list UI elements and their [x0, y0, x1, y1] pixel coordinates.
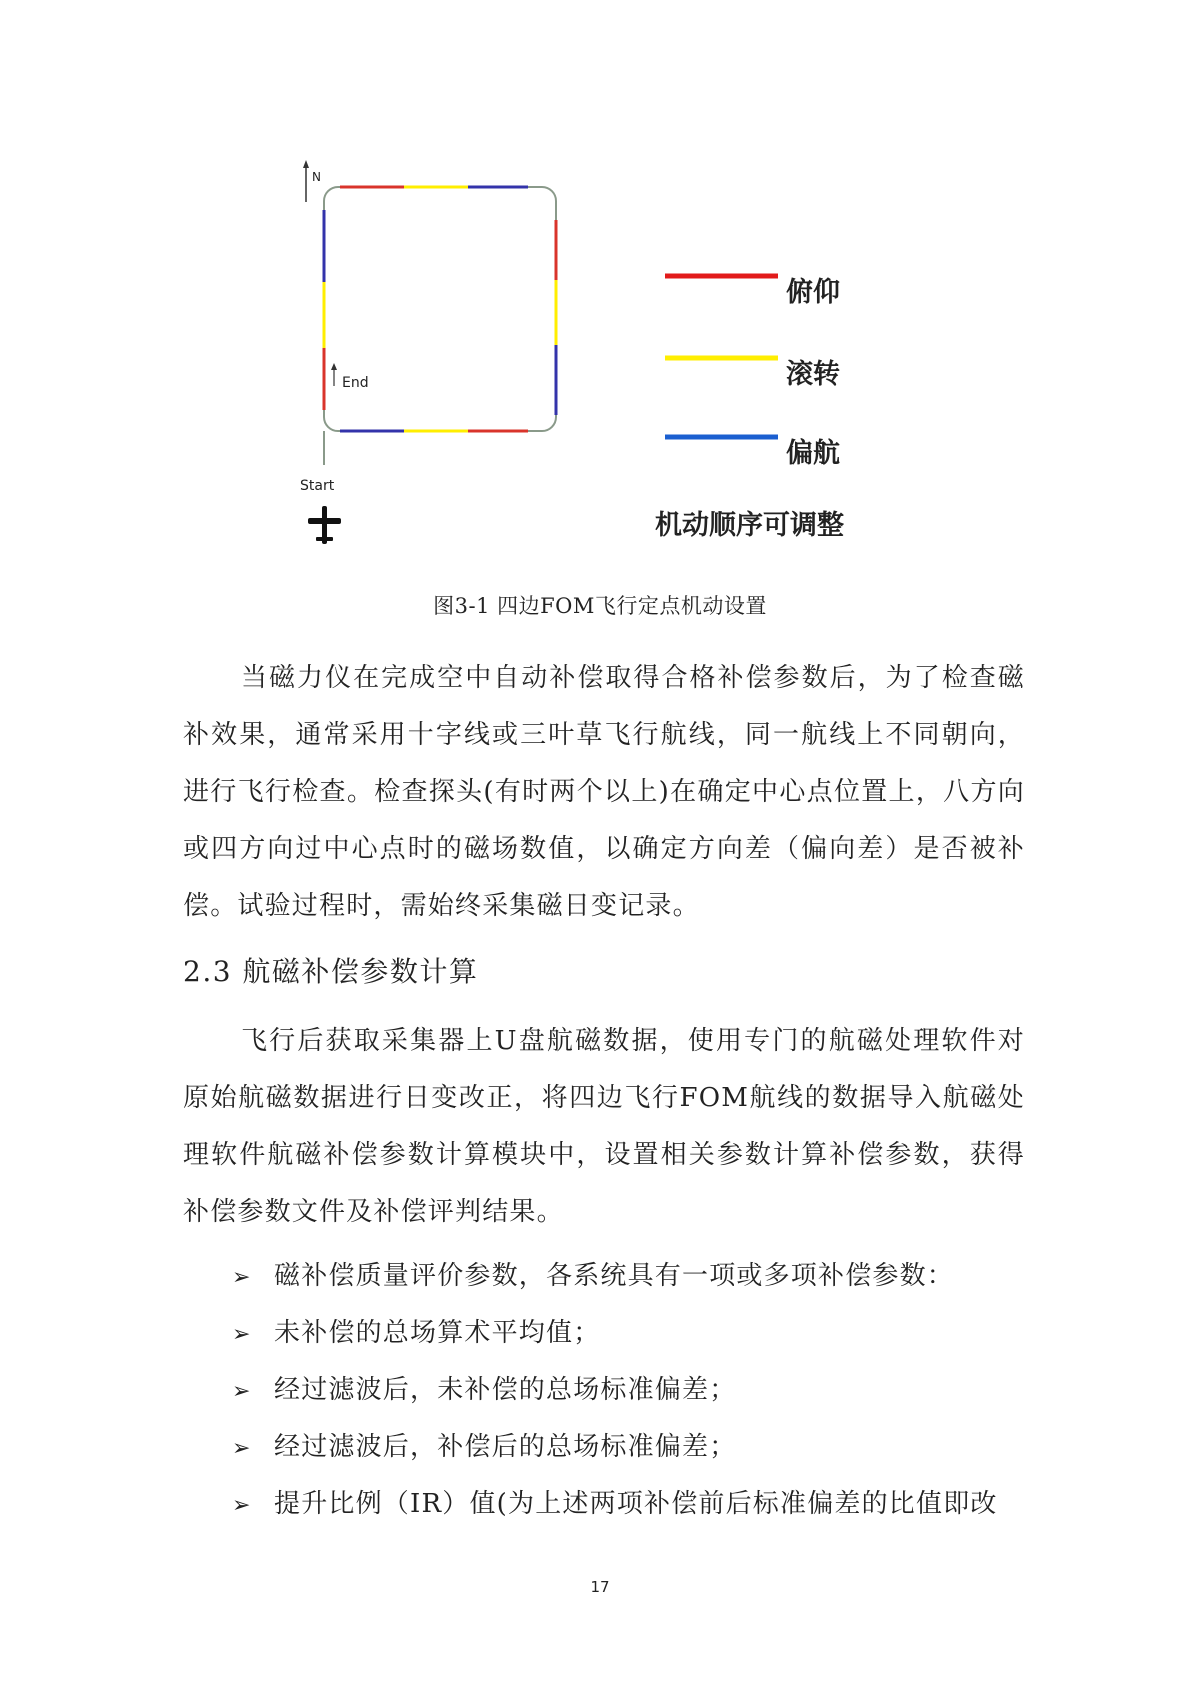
start-label: Start	[300, 478, 335, 494]
list-item	[232, 1305, 1032, 1362]
list-item	[232, 1476, 1032, 1533]
list-item	[232, 1362, 1032, 1419]
list-item	[232, 1248, 1032, 1305]
airplane-icon	[308, 506, 341, 544]
figure-caption: 图3-1 四边FOM飞行定点机动设置	[433, 594, 767, 618]
list-item-text: 磁补偿质量评价参数，各系统具有一项或多项补偿参数：	[274, 1261, 955, 1291]
end-label: End	[342, 375, 369, 391]
legend-label-pitch: 俯仰	[786, 277, 840, 308]
list-item-text: 经过滤波后，补偿后的总场标准偏差；	[274, 1432, 737, 1462]
list-item-text: 提升比例（IR）值(为上述两项补偿前后标准偏差的比值即改	[274, 1489, 998, 1519]
end-arrow-icon	[331, 363, 337, 386]
arrow-bullet-icon: ➢	[232, 1493, 252, 1518]
list-item-text: 未补偿的总场算术平均值；	[274, 1318, 601, 1348]
legend-label-roll: 滚转	[786, 359, 840, 390]
north-arrow-icon	[303, 160, 309, 202]
arrow-bullet-icon: ➢	[232, 1265, 252, 1290]
paragraph-parameter-calculation: 飞行后获取采集器上U盘航磁数据，使用专门的航磁处理软件对原始航磁数据进行日变改正，将四边飞行FOM航线的数据导入航磁处理软件航磁补偿参数计算模块中，设置相关参数计算补偿参数，获得补偿参数文件及补偿评判结果。	[183, 1026, 1025, 1227]
flight-track	[324, 187, 556, 431]
list-item	[232, 1419, 1032, 1476]
maneuver-order-note: 机动顺序可调整	[655, 510, 844, 541]
page-number: 17	[590, 1578, 610, 1596]
list-item-text: 经过滤波后，未补偿的总场标准偏差；	[274, 1375, 737, 1405]
evaluation-parameter-list	[232, 1248, 1032, 1533]
paragraph-compensation-check: 当磁力仪在完成空中自动补偿取得合格补偿参数后，为了检查磁补效果，通常采用十字线或三叶草飞行航线，同一航线上不同朝向，进行飞行检查。检查探头(有时两个以上)在确定中心点位置上，八方向或四方向过中心点时的磁场数值，以确定方向差（偏向差）是否被补偿。试验过程时，需始终采集磁日变记录。	[183, 663, 1025, 921]
arrow-bullet-icon: ➢	[232, 1322, 252, 1347]
section-heading: 2.3 航磁补偿参数计算	[183, 955, 479, 988]
arrow-bullet-icon: ➢	[232, 1436, 252, 1461]
arrow-bullet-icon: ➢	[232, 1379, 252, 1404]
legend-label-yaw: 偏航	[786, 438, 840, 469]
north-label: N	[312, 170, 321, 184]
fom-flight-figure	[300, 160, 890, 550]
